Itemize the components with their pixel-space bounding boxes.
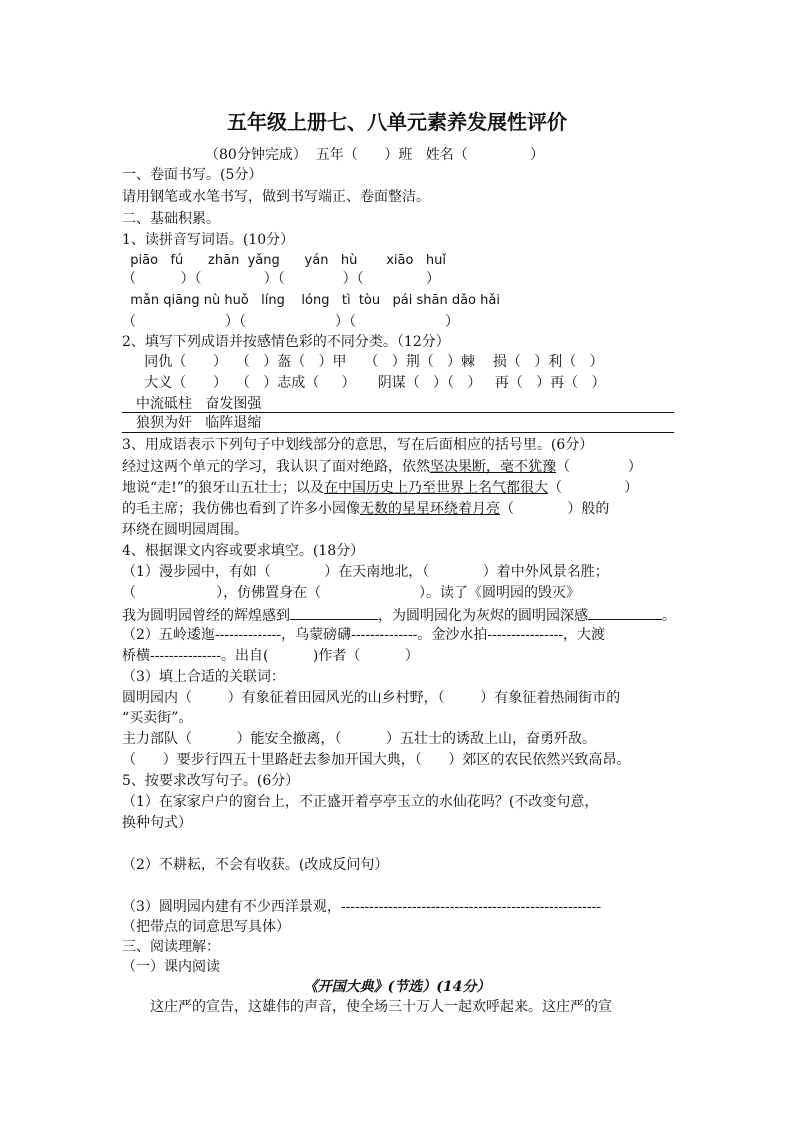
q3-underlined-phrase-1: 坚决果断，毫不犹豫: [430, 459, 556, 475]
section-1-title: 一、卷面书写。(5分）: [122, 167, 263, 183]
q2-words-row-1: 中流砥柱 奋发图强: [136, 396, 262, 412]
q5-title: 5、按要求改写句子。(6分）: [122, 773, 300, 789]
q3-line-3-text: 的毛主席；我仿佛也看到了许多小园像: [122, 501, 360, 517]
q1-title: 1、读拼音写词语。(10分）: [122, 232, 295, 248]
passage-text: 这庄严的宣告，这雄伟的声音，使全场三十万人一起欢呼起来。这庄严的宣: [150, 999, 612, 1015]
q4-line-7[interactable]: 圆明园内（ ）有象征着田园风光的山乡村野，（ ）有象征着热闹街市的: [122, 690, 621, 706]
q4-title: 4、根据课文内容或要求填空。(18分）: [122, 543, 365, 559]
q3-underlined-phrase-3: 无数的星星环绕着月亮: [360, 501, 500, 517]
section-3-title: 三、阅读理解：: [122, 939, 220, 955]
q4-line-3: [122, 605, 676, 625]
q2-idiom-row-2[interactable]: 大义（ ） （ ）志成（ ） 阴谋（ ）（ ） 再（ ）再（ ）: [122, 375, 606, 391]
q4-line-8: “买卖街”。: [122, 710, 193, 726]
q1-blank-row-2[interactable]: （ ）（ ）（ ）: [122, 314, 460, 330]
q1-pinyin-row-1: piāo fú zhān yǎng yán hù xiāo huǐ: [122, 253, 446, 268]
q4-line-1[interactable]: （1）漫步园中，有如（ ）在天南地北，（ ）着中外风景名胜；: [122, 564, 609, 580]
q3-answer-blank-2[interactable]: （ ）: [547, 480, 639, 496]
divider-line: [122, 432, 674, 433]
q3-line-4: 环绕在圆明园周围。: [122, 522, 248, 538]
q4-line-5[interactable]: 桥横---------------。出自( )作者（ ）: [122, 648, 419, 664]
q3-underlined-phrase-2: 在中国历史上乃至世界上名气都很大: [323, 480, 548, 496]
q3-line-2-text: 地说“走!”的狼牙山五壮士；以及: [122, 480, 324, 496]
section-1-text: 请用钢笔或水笔书写，做到书写端正、卷面整洁。: [122, 189, 430, 205]
q4-line-3-text: 我为圆明园曾经的辉煌感到: [122, 608, 290, 624]
q4-fill-blank-1[interactable]: [290, 605, 378, 620]
q5-line-5: （把带点的词意思写具体）: [122, 919, 290, 935]
q5-line-2: 换种句式）: [122, 815, 192, 831]
q5-line-1: （1）在家家户户的窗台上，不正盛开着亭亭玉立的水仙花吗？(不改变句意，: [122, 794, 599, 810]
q4-line-2[interactable]: （ ），仿佛置身在（ ）。读了《圆明园的毁灭》: [122, 585, 581, 601]
q2-words-row-2: 狼狈为奸 临阵退缩: [136, 415, 262, 431]
q1-blank-row-1[interactable]: （ ）（ ）（ ）（ ）: [122, 271, 440, 287]
q5-line-3: （2）不耕耘，不会有收获。(改成反问句）: [122, 857, 389, 873]
q1-pinyin-row-2: mǎn qiāng nù huǒ líng lóng tì tòu pái shān dǎo hǎi: [122, 293, 500, 308]
q4-line-10[interactable]: （ ）要步行四五十里路赶去参加开国大典，（ ）郊区的农民依然兴致高昂。: [122, 752, 631, 768]
page-title: 五年级上册七、八单元素养发展性评价: [227, 110, 567, 134]
exam-info-line: （80分钟完成） 五年（ ）班 姓名（ ）: [205, 147, 545, 163]
section-2-title: 二、基础积累。: [122, 211, 220, 227]
q3-title: 3、用成语表示下列句子中划线部分的意思，写在后面相应的括号里。(6分）: [122, 437, 594, 453]
divider-line: [122, 412, 674, 413]
q4-fill-blank-2[interactable]: [588, 605, 662, 620]
q4-line-3-end: 。: [662, 608, 676, 624]
section-3-subtitle: （一）课内阅读: [122, 959, 220, 975]
q4-line-9[interactable]: 主力部队（ ）能安全撤离，（ ）五壮士的诱敌上山，奋勇歼敌。: [122, 731, 597, 747]
q3-line-2: [122, 479, 638, 497]
q3-line-3: [122, 500, 609, 518]
q3-answer-blank-3[interactable]: （ ）般的: [500, 501, 610, 517]
q4-line-3-text-2: ，为圆明园化为灰烬的圆明园深感: [378, 608, 588, 624]
q5-line-4[interactable]: （3）圆明园内建有不少西洋景观，-------------------------------------------------------: [122, 899, 602, 915]
q2-title: 2、填写下列成语并按感情色彩的不同分类。（12分）: [122, 334, 450, 350]
q2-idiom-row-1[interactable]: 同仇（ ） （ ）盔（ ）甲 （ ）荆（ ）棘 损（ ）利（ ）: [122, 354, 604, 370]
q3-line-1: [122, 458, 642, 476]
q3-line-1-text: 经过这两个单元的学习，我认识了面对绝路，依然: [122, 459, 430, 475]
q4-line-6: （3）填上合适的关联词：: [122, 669, 285, 685]
q3-answer-blank-1[interactable]: （ ）: [556, 459, 642, 475]
q4-line-4[interactable]: （2）五岭逶迤--------------，乌蒙磅礴--------------。金沙水拍----------------，大渡: [122, 627, 606, 643]
passage-title: 《开国大典》(节选）(14分）: [303, 979, 491, 995]
